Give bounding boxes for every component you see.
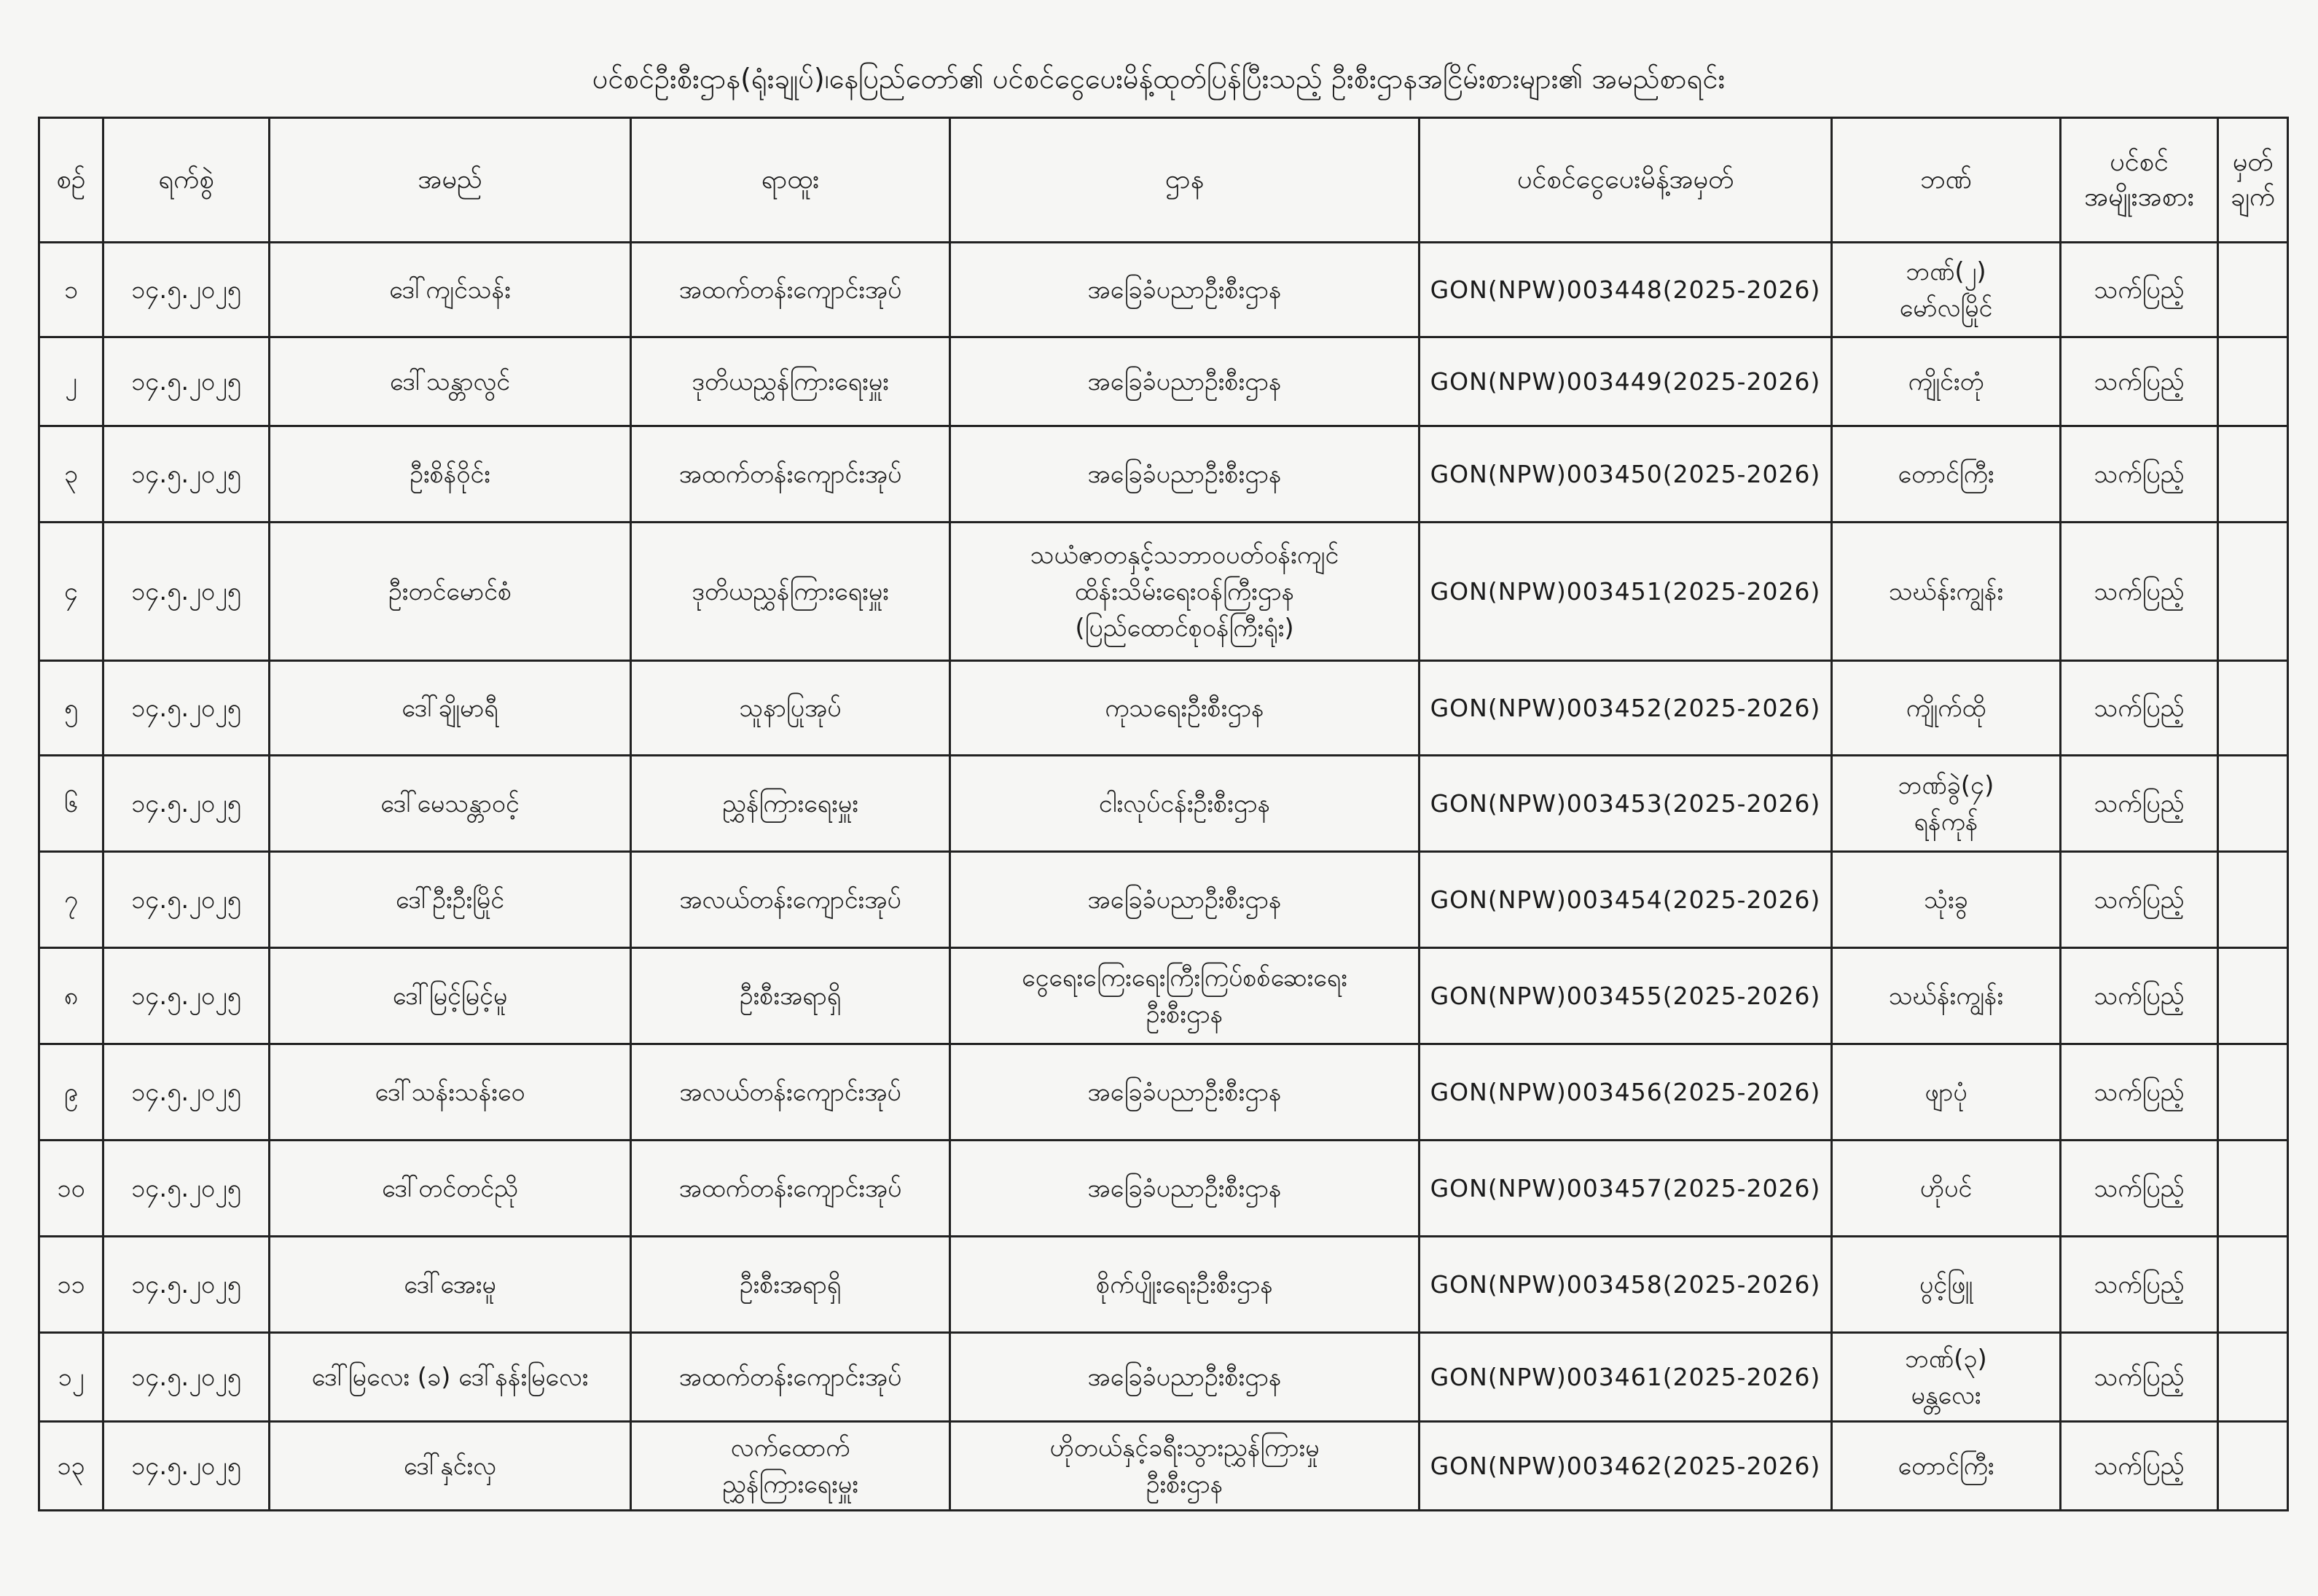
cell-treasury-line: ဘဏ်(၃) bbox=[1905, 1344, 1987, 1374]
cell-no: ၈ bbox=[39, 948, 103, 1044]
cell-date: ၁၄.၅.၂၀၂၅ bbox=[103, 243, 270, 337]
cell-no: ၁၂ bbox=[39, 1333, 103, 1422]
cell-department bbox=[950, 1044, 1420, 1141]
cell-permit: GON(NPW)003451(2025-2026) bbox=[1420, 523, 1832, 661]
cell-treasury bbox=[1832, 243, 2061, 337]
cell-name: ဦးစိန်ဝိုင်း bbox=[270, 426, 631, 523]
cell-name: ဒေါ်အေးမူ bbox=[270, 1237, 631, 1333]
cell-treasury-line: ပွင့်ဖြူ bbox=[1919, 1270, 1973, 1299]
cell-pension-type: သက်ပြည့် bbox=[2061, 523, 2218, 661]
table-row bbox=[39, 1422, 2288, 1511]
cell-name: ဒေါ်တင်တင်ညို bbox=[270, 1141, 631, 1237]
cell-no: ၆ bbox=[39, 756, 103, 852]
cell-treasury bbox=[1832, 756, 2061, 852]
cell-rank: ဒုတိယညွှန်ကြားရေးမှူး bbox=[631, 523, 950, 661]
cell-treasury-line: ရန်ကုန် bbox=[1914, 807, 1978, 837]
cell-treasury bbox=[1832, 852, 2061, 948]
cell-department-line: ဦးစီးဌာန bbox=[1146, 1469, 1223, 1499]
cell-treasury bbox=[1832, 948, 2061, 1044]
cell-date: ၁၄.၅.၂၀၂၅ bbox=[103, 1141, 270, 1237]
cell-department-line: အခြေခံပညာဦးစီးဌာန bbox=[1087, 1077, 1282, 1107]
cell-department bbox=[950, 1333, 1420, 1422]
cell-remark bbox=[2218, 1333, 2288, 1422]
cell-date: ၁၄.၅.၂၀၂၅ bbox=[103, 337, 270, 426]
cell-pension-type: သက်ပြည့် bbox=[2061, 1141, 2218, 1237]
cell-permit: GON(NPW)003457(2025-2026) bbox=[1420, 1141, 1832, 1237]
cell-pension-type: သက်ပြည့် bbox=[2061, 852, 2218, 948]
cell-no: ၇ bbox=[39, 852, 103, 948]
cell-date: ၁၄.၅.၂၀၂၅ bbox=[103, 1422, 270, 1511]
cell-remark bbox=[2218, 337, 2288, 426]
cell-pension-type: သက်ပြည့် bbox=[2061, 756, 2218, 852]
cell-permit: GON(NPW)003458(2025-2026) bbox=[1420, 1237, 1832, 1333]
cell-department bbox=[950, 852, 1420, 948]
header-remark-line2: ချက် bbox=[2230, 182, 2276, 212]
cell-permit: GON(NPW)003450(2025-2026) bbox=[1420, 426, 1832, 523]
table-row bbox=[39, 852, 2288, 948]
cell-name: ဒေါ်သန္တာလွင် bbox=[270, 337, 631, 426]
cell-department-line: အခြေခံပညာဦးစီးဌာန bbox=[1087, 367, 1282, 396]
table-row bbox=[39, 756, 2288, 852]
table-row bbox=[39, 337, 2288, 426]
cell-pension-type: သက်ပြည့် bbox=[2061, 1333, 2218, 1422]
cell-no: ၃ bbox=[39, 426, 103, 523]
cell-rank: အထက်တန်းကျောင်းအုပ် bbox=[631, 1333, 950, 1422]
cell-department-line: သယံဇာတနှင့်သဘာဝပတ်ဝန်းကျင် bbox=[1030, 540, 1339, 570]
cell-department-line: အခြေခံပညာဦးစီးဌာန bbox=[1087, 459, 1282, 489]
cell-department-line: ဦးစီးဌာန bbox=[1146, 999, 1223, 1029]
cell-remark bbox=[2218, 661, 2288, 756]
cell-permit: GON(NPW)003448(2025-2026) bbox=[1420, 243, 1832, 337]
cell-treasury-line: တောင်ကြီး bbox=[1898, 1451, 1994, 1481]
cell-treasury bbox=[1832, 426, 2061, 523]
cell-no: ၅ bbox=[39, 661, 103, 756]
cell-no: ၁၁ bbox=[39, 1237, 103, 1333]
header-remark-line1: မှတ် bbox=[2232, 147, 2274, 177]
cell-name: ဒေါ်နှင်းလှ bbox=[270, 1422, 631, 1511]
cell-rank: ဒုတိယညွှန်ကြားရေးမှူး bbox=[631, 337, 950, 426]
cell-permit: GON(NPW)003453(2025-2026) bbox=[1420, 756, 1832, 852]
table-row bbox=[39, 523, 2288, 661]
table-row bbox=[39, 426, 2288, 523]
cell-department bbox=[950, 426, 1420, 523]
cell-remark bbox=[2218, 1237, 2288, 1333]
cell-treasury bbox=[1832, 1141, 2061, 1237]
cell-permit: GON(NPW)003454(2025-2026) bbox=[1420, 852, 1832, 948]
cell-remark bbox=[2218, 1044, 2288, 1141]
cell-rank: ညွှန်ကြားရေးမှူး bbox=[631, 756, 950, 852]
cell-permit: GON(NPW)003455(2025-2026) bbox=[1420, 948, 1832, 1044]
cell-treasury-line: သဃ်န်းကျွန်း bbox=[1888, 981, 2004, 1011]
cell-treasury-line: ဖျာပုံ bbox=[1925, 1077, 1967, 1107]
cell-department-line: အခြေခံပညာဦးစီးဌာန bbox=[1087, 275, 1282, 305]
cell-treasury bbox=[1832, 337, 2061, 426]
cell-treasury-line: ဘဏ်(၂) bbox=[1906, 257, 1986, 286]
cell-date: ၁၄.၅.၂၀၂၅ bbox=[103, 1044, 270, 1141]
table-row bbox=[39, 661, 2288, 756]
cell-treasury-line: ကျိုက်ထို bbox=[1906, 693, 1986, 723]
cell-no: ၉ bbox=[39, 1044, 103, 1141]
header-permit: ပင်စင်ငွေပေးမိန့်အမှတ် bbox=[1420, 118, 1832, 243]
cell-department-line: အခြေခံပညာဦးစီးဌာန bbox=[1087, 1362, 1282, 1392]
cell-permit: GON(NPW)003456(2025-2026) bbox=[1420, 1044, 1832, 1141]
table-row bbox=[39, 948, 2288, 1044]
cell-name: ဒေါ်ကျင်သန်း bbox=[270, 243, 631, 337]
cell-department bbox=[950, 523, 1420, 661]
cell-remark bbox=[2218, 852, 2288, 948]
cell-remark bbox=[2218, 243, 2288, 337]
table-row bbox=[39, 1237, 2288, 1333]
cell-rank: ဦးစီးအရာရှိ bbox=[631, 1237, 950, 1333]
cell-permit: GON(NPW)003449(2025-2026) bbox=[1420, 337, 1832, 426]
cell-rank bbox=[631, 1422, 950, 1511]
cell-department-line: ထိန်းသိမ်းရေးဝန်ကြီးဌာန bbox=[1074, 576, 1295, 606]
cell-rank-line: ညွှန်ကြားရေးမှူး bbox=[722, 1469, 858, 1499]
cell-department bbox=[950, 1141, 1420, 1237]
cell-name: ဒေါ်သန်းသန်းဝေ bbox=[270, 1044, 631, 1141]
cell-rank: သူနာပြုအုပ် bbox=[631, 661, 950, 756]
cell-remark bbox=[2218, 756, 2288, 852]
table-row bbox=[39, 1044, 2288, 1141]
cell-treasury-line: သဃ်န်းကျွန်း bbox=[1888, 576, 2004, 606]
cell-remark bbox=[2218, 948, 2288, 1044]
cell-remark bbox=[2218, 523, 2288, 661]
cell-no: ၂ bbox=[39, 337, 103, 426]
header-pension-type-line1: ပင်စင် bbox=[2110, 147, 2169, 177]
cell-treasury-line: တောင်ကြီး bbox=[1898, 459, 1994, 489]
cell-department bbox=[950, 661, 1420, 756]
cell-rank: အထက်တန်းကျောင်းအုပ် bbox=[631, 1141, 950, 1237]
header-no: စဉ် bbox=[39, 118, 103, 243]
cell-department-line: စိုက်ပျိုးရေးဦးစီးဌာန bbox=[1096, 1270, 1273, 1299]
cell-treasury-line: သုံးခွ bbox=[1924, 885, 1968, 915]
document-title: ပင်စင်ဦးစီးဌာန(ရုံးချုပ်)၊နေပြည်တော်၏ ပင်စင်ငွေပေးမိန့်ထုတ်ပြန်ပြီးသည့် ဦးစီးဌာနအငြိမ်းစားများ၏ အမည်စာရင်း bbox=[592, 63, 1726, 95]
cell-pension-type: သက်ပြည့် bbox=[2061, 948, 2218, 1044]
cell-treasury bbox=[1832, 1333, 2061, 1422]
cell-rank: အထက်တန်းကျောင်းအုပ် bbox=[631, 426, 950, 523]
cell-no: ၁ bbox=[39, 243, 103, 337]
cell-rank-line: လက်ထောက် bbox=[730, 1433, 850, 1463]
cell-department bbox=[950, 337, 1420, 426]
cell-pension-type: သက်ပြည့် bbox=[2061, 1237, 2218, 1333]
header-treasury: ဘဏ် bbox=[1832, 118, 2061, 243]
cell-permit: GON(NPW)003462(2025-2026) bbox=[1420, 1422, 1832, 1511]
cell-date: ၁၄.၅.၂၀၂၅ bbox=[103, 523, 270, 661]
cell-permit: GON(NPW)003452(2025-2026) bbox=[1420, 661, 1832, 756]
cell-department-line: ဟိုတယ်နှင့်ခရီးသွားညွှန်ကြားမှု bbox=[1049, 1433, 1320, 1463]
cell-department-line: အခြေခံပညာဦးစီးဌာန bbox=[1087, 885, 1282, 915]
cell-treasury-line: ဘဏ်ခွဲ(၄) bbox=[1898, 770, 1994, 800]
cell-name: ဦးတင်မောင်စံ bbox=[270, 523, 631, 661]
cell-date: ၁၄.၅.၂၀၂၅ bbox=[103, 1333, 270, 1422]
table-row bbox=[39, 1141, 2288, 1237]
table-header-row bbox=[39, 118, 2288, 243]
pension-list-table bbox=[38, 117, 2289, 1511]
header-remark bbox=[2218, 118, 2288, 243]
cell-treasury bbox=[1832, 1044, 2061, 1141]
header-date: ရက်စွဲ bbox=[103, 118, 270, 243]
cell-treasury-line: မော်လမြိုင် bbox=[1899, 293, 1993, 323]
header-pension-type-line2: အမျိုးအစား bbox=[2084, 182, 2194, 212]
header-pension-type bbox=[2061, 118, 2218, 243]
cell-remark bbox=[2218, 426, 2288, 523]
table-row bbox=[39, 1333, 2288, 1422]
table-row bbox=[39, 243, 2288, 337]
cell-department bbox=[950, 243, 1420, 337]
cell-rank: အထက်တန်းကျောင်းအုပ် bbox=[631, 243, 950, 337]
cell-treasury bbox=[1832, 661, 2061, 756]
cell-department-line: ငွေရေးကြေးရေးကြီးကြပ်စစ်ဆေးရေး bbox=[1022, 963, 1347, 993]
cell-name: ဒေါ်မေသန္တာဝင့် bbox=[270, 756, 631, 852]
header-department: ဌာန bbox=[950, 118, 1420, 243]
cell-no: ၁၃ bbox=[39, 1422, 103, 1511]
cell-date: ၁၄.၅.၂၀၂၅ bbox=[103, 1237, 270, 1333]
cell-name: ဒေါ်ချိုမာရီ bbox=[270, 661, 631, 756]
cell-pension-type: သက်ပြည့် bbox=[2061, 426, 2218, 523]
cell-no: ၄ bbox=[39, 523, 103, 661]
cell-date: ၁၄.၅.၂၀၂၅ bbox=[103, 426, 270, 523]
cell-department-line: (ပြည်ထောင်စုဝန်ကြီးရုံး) bbox=[1075, 613, 1294, 643]
cell-pension-type: သက်ပြည့် bbox=[2061, 337, 2218, 426]
cell-treasury-line: ဟိုပင် bbox=[1919, 1173, 1973, 1203]
header-name: အမည် bbox=[270, 118, 631, 243]
cell-pension-type: သက်ပြည့် bbox=[2061, 1422, 2218, 1511]
cell-date: ၁၄.၅.၂၀၂၅ bbox=[103, 661, 270, 756]
cell-permit: GON(NPW)003461(2025-2026) bbox=[1420, 1333, 1832, 1422]
cell-date: ၁၄.၅.၂၀၂၅ bbox=[103, 852, 270, 948]
cell-department bbox=[950, 756, 1420, 852]
cell-treasury bbox=[1832, 523, 2061, 661]
cell-no: ၁၀ bbox=[39, 1141, 103, 1237]
cell-date: ၁၄.၅.၂၀၂၅ bbox=[103, 756, 270, 852]
cell-rank: အလယ်တန်းကျောင်းအုပ် bbox=[631, 1044, 950, 1141]
cell-pension-type: သက်ပြည့် bbox=[2061, 661, 2218, 756]
cell-rank: ဦးစီးအရာရှိ bbox=[631, 948, 950, 1044]
cell-pension-type: သက်ပြည့် bbox=[2061, 243, 2218, 337]
cell-name: ဒေါ်မြလေး (ခ) ဒေါ်နန်းမြလေး bbox=[270, 1333, 631, 1422]
cell-department bbox=[950, 1422, 1420, 1511]
cell-department-line: ကုသရေးဦးစီးဌာန bbox=[1105, 693, 1264, 723]
cell-name: ဒေါ်ဦးဦးမြိုင် bbox=[270, 852, 631, 948]
cell-date: ၁၄.၅.၂၀၂၅ bbox=[103, 948, 270, 1044]
cell-treasury-line: ကျိုင်းတုံ bbox=[1908, 367, 1984, 396]
cell-department bbox=[950, 1237, 1420, 1333]
cell-department bbox=[950, 948, 1420, 1044]
cell-remark bbox=[2218, 1141, 2288, 1237]
cell-treasury-line: မန္တလေး bbox=[1911, 1380, 1981, 1410]
cell-remark bbox=[2218, 1422, 2288, 1511]
cell-name: ဒေါ်မြင့်မြင့်မူ bbox=[270, 948, 631, 1044]
cell-treasury bbox=[1832, 1237, 2061, 1333]
cell-department-line: ငါးလုပ်ငန်းဦးစီးဌာန bbox=[1098, 789, 1271, 818]
cell-rank: အလယ်တန်းကျောင်းအုပ် bbox=[631, 852, 950, 948]
header-rank: ရာထူး bbox=[631, 118, 950, 243]
cell-treasury bbox=[1832, 1422, 2061, 1511]
cell-pension-type: သက်ပြည့် bbox=[2061, 1044, 2218, 1141]
cell-department-line: အခြေခံပညာဦးစီးဌာန bbox=[1087, 1173, 1282, 1203]
